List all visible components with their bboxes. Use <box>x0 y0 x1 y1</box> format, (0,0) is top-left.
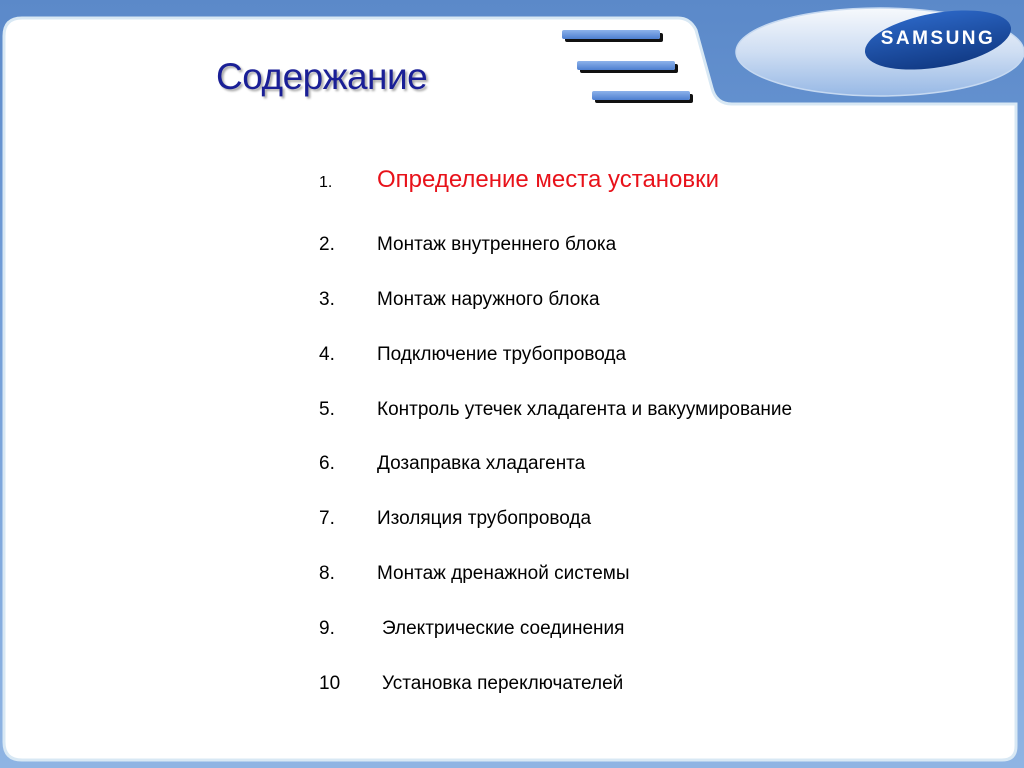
toc-item-number: 2. <box>319 234 335 255</box>
toc-item-number: 4. <box>319 344 335 365</box>
toc-item-label: Электрические соединения <box>382 618 625 639</box>
toc-item-2[interactable] <box>0 234 1000 262</box>
toc-item-label: Определение места установки <box>377 166 720 193</box>
toc-item-number: 1. <box>319 174 333 191</box>
toc-item-3[interactable] <box>0 289 1000 317</box>
toc-item-number: 10 <box>319 673 341 694</box>
toc-item-number: 9. <box>319 618 335 639</box>
toc-item-6[interactable] <box>0 453 1000 481</box>
toc-item-label: Изоляция трубопровода <box>377 508 592 529</box>
toc-item-7[interactable] <box>0 508 1000 536</box>
toc-item-label: Монтаж наружного блока <box>377 289 600 310</box>
toc-item-5[interactable] <box>0 399 1000 427</box>
toc-item-label: Подключение трубопровода <box>377 344 627 365</box>
toc-item-1[interactable] <box>0 166 1000 198</box>
toc-item-label: Дозаправка хладагента <box>377 453 586 474</box>
toc-item-4[interactable] <box>0 344 1000 372</box>
decor-bar-1 <box>562 30 660 39</box>
toc-item-label: Монтаж дренажной системы <box>377 563 630 584</box>
toc-item-label: Установка переключателей <box>382 673 624 694</box>
toc-item-number: 8. <box>319 563 335 584</box>
toc-item-number: 3. <box>319 289 335 310</box>
toc-item-number: 5. <box>319 399 335 420</box>
toc-item-number: 6. <box>319 453 335 474</box>
toc-item-label: Контроль утечек хладагента и вакуумирование <box>377 399 793 420</box>
toc-item-label: Монтаж внутреннего блока <box>377 234 617 255</box>
toc-item-number: 7. <box>319 508 335 529</box>
toc-item-9[interactable] <box>0 618 1000 646</box>
samsung-logo-text: SAMSUNG <box>880 28 996 49</box>
toc-item-10[interactable] <box>0 673 1000 701</box>
decor-bar-2 <box>577 61 675 70</box>
content-card <box>4 18 1016 760</box>
page-title: Содержание <box>216 56 428 97</box>
toc-item-8[interactable] <box>0 563 1000 591</box>
decor-bar-3 <box>592 91 690 100</box>
